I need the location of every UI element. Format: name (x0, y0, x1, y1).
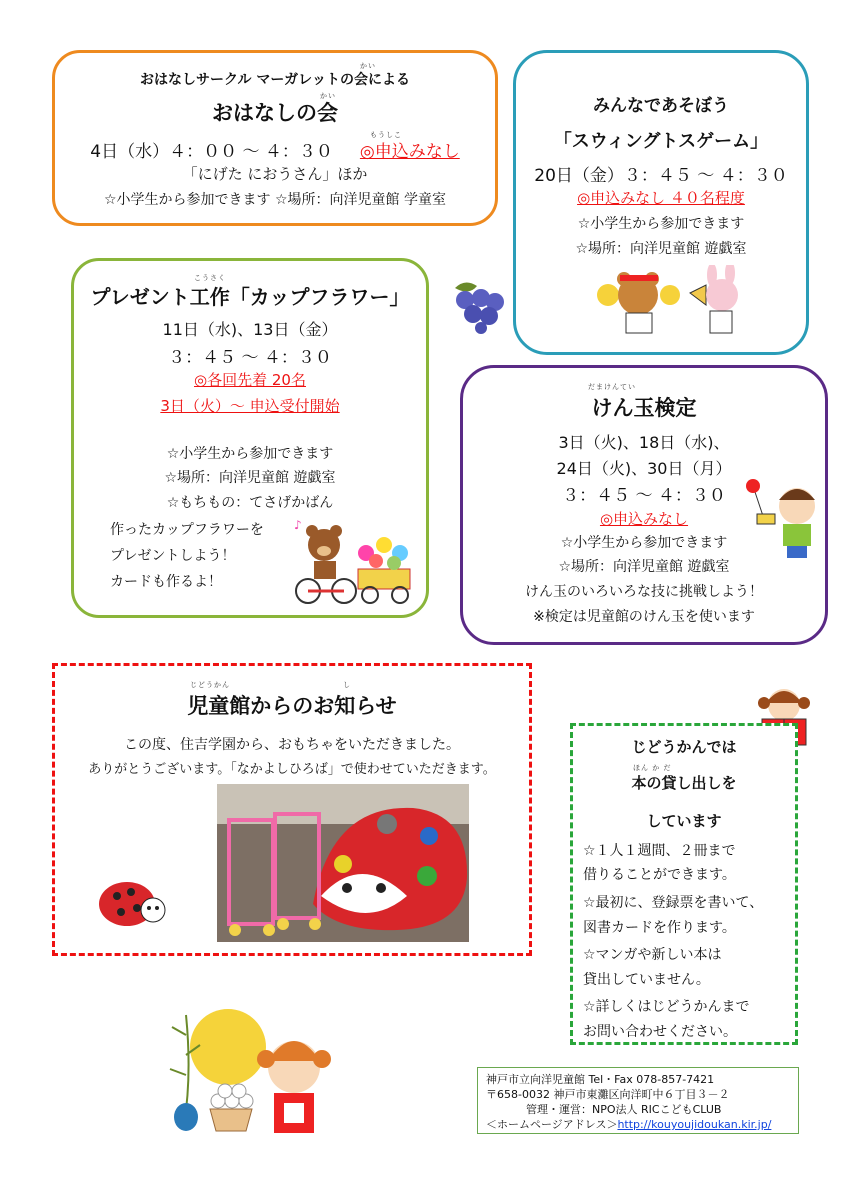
footer-url-label: ＜ホームページアドレス＞ (486, 1118, 618, 1131)
ohanashi-time-row (55, 137, 495, 162)
present-info3: ☆もちもの：てさげかばん (166, 495, 334, 511)
library-rule4b: お問い合わせください。 (583, 1024, 737, 1040)
notice-line1: この度、住吉学園から、おもちゃをいただきました。 (124, 737, 460, 753)
bear-bicycle-illustration (288, 519, 424, 605)
present-dates: 11日（水)、13日（金） (162, 320, 338, 339)
ohanashi-subtitle: おはなしサークル マーガレットの会による (139, 72, 411, 88)
kendama-dates2: 24日（火)、30日（月） (556, 459, 732, 478)
ohanashi-apply: ◎申込みなし (359, 142, 460, 162)
swing-time: 20日（金）３：４５ ～ ４：３０ (534, 166, 788, 186)
ohanashi-time: 4日（水）４：００ ～ ４：３０ (90, 142, 333, 162)
present-box (71, 258, 429, 618)
present-info1: ☆小学生から参加できます (166, 446, 334, 462)
present-msg3: カードも作るよ！ (110, 574, 222, 590)
ruby: ほん か だ (633, 764, 672, 772)
library-rule1a: ☆１人１週間、２冊まで (583, 843, 736, 859)
footer-line2: 〒658-0032 神戸市東灘区向洋町中６丁目３－２ (486, 1088, 730, 1101)
kendama-apply: ◎申込みなし (599, 510, 689, 528)
present-msg1: 作ったカップフラワーを (110, 522, 264, 538)
ohanashi-story: 「にげた におうさん」ほか (182, 165, 368, 183)
swing-info2: ☆場所：向洋児童館 遊戯室 (575, 241, 747, 257)
kendama-info4: ※検定は児童館のけん玉を使います (533, 609, 755, 625)
kendama-time: ３：４５ ～ ４：３０ (562, 486, 726, 506)
library-rule3b: 貸出していません。 (583, 972, 710, 988)
notice-line2: ありがとうございます。「なかよしひろば」で使わせていただきます。 (88, 762, 496, 777)
kendama-dates1: 3日（火)、18日（水)、 (558, 433, 730, 452)
library-box (570, 723, 798, 1045)
present-apply: 3日（火）～ 申込受付開始 (160, 397, 340, 415)
ruby: じどうかん (190, 681, 230, 689)
homepage-link[interactable]: http://kouyoujidoukan.kir.jp/ (617, 1118, 772, 1131)
ruby: し (343, 681, 351, 689)
cheering-animals-illustration (594, 265, 744, 345)
footer-line4 (486, 1117, 790, 1132)
ruby: かい (360, 62, 376, 70)
footer-line1: 神戸市立向洋児童館 Tel・Fax 078-857-7421 (486, 1073, 715, 1086)
swing-info1: ☆小学生から参加できます (577, 216, 745, 232)
ohanashi-title: おはなしの会 (212, 101, 338, 125)
kendama-info2: ☆場所：向洋児童館 遊戯室 (558, 559, 730, 575)
grapes-illustration (445, 276, 507, 334)
library-line1: じどうかんでは (631, 738, 737, 756)
ohanashi-box (52, 50, 498, 226)
library-rule1b: 借りることができます。 (583, 867, 736, 883)
ladybug-illustration (97, 872, 169, 932)
notice-title: 児童館からのお知らせ (187, 694, 397, 718)
present-limit: ◎各回先着 20名 (194, 371, 306, 389)
ruby: こうさく (194, 274, 226, 282)
library-rule2a: ☆最初に、登録票を書いて、 (583, 895, 764, 911)
swing-heading: みんなであそぼう (593, 96, 729, 116)
library-rule2b: 図書カードを作ります。 (583, 920, 736, 936)
kendama-box (460, 365, 828, 645)
library-rule4a: ☆詳しくはじどうかんまで (583, 999, 750, 1015)
library-rule3a: ☆マンガや新しい本は (583, 947, 722, 963)
moon-viewing-girl-illustration (166, 1005, 340, 1135)
toys-photo (217, 784, 469, 942)
ruby: もうしこ (370, 131, 402, 139)
kendama-boy-illustration (743, 476, 829, 562)
present-info2: ☆場所：向洋児童館 遊戯室 (164, 470, 336, 486)
library-line3: しています (646, 812, 722, 830)
ruby: かい (320, 92, 336, 100)
swing-title: 「スウィングトスゲーム」 (553, 131, 769, 152)
present-msg2: プレゼントしよう！ (110, 548, 236, 564)
ruby: だまけんてい (588, 383, 636, 391)
library-line2: 本の貸し出しを (631, 774, 737, 792)
swing-apply: ◎申込みなし ４０名程度 (577, 189, 745, 207)
present-title: プレゼント工作「カップフラワー」 (90, 285, 410, 309)
footer-contact (477, 1067, 799, 1134)
kendama-info3: けん玉のいろいろな技に挑戦しよう！ (525, 584, 763, 600)
notice-box (52, 663, 532, 956)
ohanashi-info: ☆小学生から参加できます ☆場所：向洋児童館 学童室 (103, 192, 446, 208)
swing-box (513, 50, 809, 355)
present-time: ３：４５ ～ ４：３０ (168, 348, 332, 368)
kendama-info1: ☆小学生から参加できます (560, 535, 728, 551)
svg-text:♪: ♪ (294, 519, 302, 532)
footer-line3: 管理・運営：NPO法人 RICこどもCLUB (526, 1103, 722, 1116)
kendama-title: けん玉検定 (591, 396, 697, 420)
